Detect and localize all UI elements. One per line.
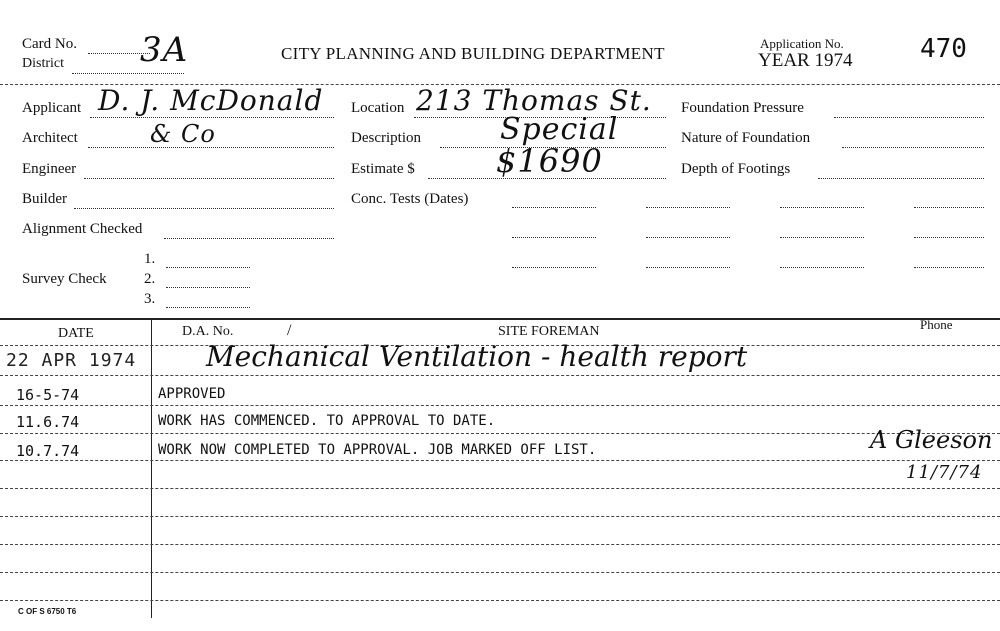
conc-date-blank bbox=[914, 266, 984, 268]
survey-item-1: 1. bbox=[144, 251, 156, 267]
table-rule bbox=[0, 600, 1000, 601]
conc-date-blank bbox=[512, 206, 596, 208]
foundation-pressure-line bbox=[834, 116, 984, 118]
conc-date-blank bbox=[646, 266, 730, 268]
table-rule bbox=[0, 375, 1000, 376]
conc-date-blank bbox=[512, 236, 596, 238]
depth-of-footings-line bbox=[818, 177, 984, 179]
alignment-label: Alignment Checked bbox=[22, 221, 143, 237]
location-label: Location bbox=[351, 100, 405, 116]
estimate-value: $1690 bbox=[496, 142, 603, 180]
department-title: CITY PLANNING AND BUILDING DEPARTMENT bbox=[281, 44, 665, 63]
location-value: 213 Thomas St. bbox=[416, 84, 652, 117]
architect-label: Architect bbox=[22, 130, 78, 146]
card-no-value: 3A bbox=[140, 30, 189, 70]
date-header: DATE bbox=[58, 326, 94, 341]
conc-date-blank bbox=[646, 206, 730, 208]
district-label: District bbox=[22, 56, 64, 71]
conc-date-blank bbox=[914, 236, 984, 238]
year-label: YEAR 1974 bbox=[758, 50, 853, 71]
survey-line-1 bbox=[166, 266, 250, 268]
engineer-line bbox=[84, 177, 334, 179]
table-row-date: 22 APR 1974 bbox=[6, 350, 137, 371]
table-row-text: Mechanical Ventilation - health report bbox=[206, 340, 748, 373]
conc-date-blank bbox=[512, 266, 596, 268]
application-number: 470 bbox=[920, 34, 967, 64]
signature-date: 11/7/74 bbox=[906, 462, 983, 483]
conc-date-blank bbox=[914, 206, 984, 208]
table-row-date: 11.6.74 bbox=[16, 413, 80, 431]
survey-item-2: 2. bbox=[144, 271, 156, 287]
nature-of-foundation-line bbox=[842, 146, 984, 148]
form-code: C OF S 6750 T6 bbox=[18, 607, 77, 616]
survey-line-2 bbox=[166, 286, 250, 288]
table-row-text: WORK HAS COMMENCED. TO APPROVAL TO DATE. bbox=[158, 413, 496, 429]
table-rule bbox=[0, 572, 1000, 573]
alignment-line bbox=[164, 237, 334, 239]
slash-mark: / bbox=[287, 322, 292, 339]
table-row-text: APPROVED bbox=[158, 386, 226, 402]
builder-label: Builder bbox=[22, 191, 67, 207]
da-no-header: D.A. No. bbox=[182, 324, 234, 339]
table-top-border bbox=[0, 318, 1000, 320]
date-column-divider bbox=[151, 320, 152, 618]
applicant-value: D. J. McDonald bbox=[98, 84, 324, 117]
table-row-text: WORK NOW COMPLETED TO APPROVAL. JOB MARKED OFF LIST. bbox=[158, 442, 597, 458]
district-line bbox=[72, 72, 184, 74]
description-label: Description bbox=[351, 130, 421, 146]
builder-line bbox=[74, 207, 334, 209]
conc-date-blank bbox=[780, 266, 864, 268]
table-rule bbox=[0, 433, 1000, 434]
survey-item-3: 3. bbox=[144, 291, 156, 307]
table-row-date: 16-5-74 bbox=[16, 386, 80, 404]
applicant-label: Applicant bbox=[22, 100, 82, 116]
engineer-label: Engineer bbox=[22, 161, 77, 177]
nature-of-foundation-label: Nature of Foundation bbox=[681, 130, 811, 146]
table-rule bbox=[0, 405, 1000, 406]
architect-value: & Co bbox=[150, 120, 216, 148]
depth-of-footings-label: Depth of Footings bbox=[681, 161, 791, 177]
table-rule bbox=[0, 460, 1000, 461]
table-rule bbox=[0, 544, 1000, 545]
survey-label: Survey Check bbox=[22, 271, 107, 287]
table-rule bbox=[0, 516, 1000, 517]
estimate-label: Estimate $ bbox=[351, 161, 415, 177]
conc-tests-label: Conc. Tests (Dates) bbox=[351, 191, 469, 207]
description-value: Special bbox=[500, 112, 619, 147]
conc-date-blank bbox=[646, 236, 730, 238]
site-foreman-header: SITE FOREMAN bbox=[498, 324, 600, 339]
survey-line-3 bbox=[166, 306, 250, 308]
conc-date-blank bbox=[780, 206, 864, 208]
phone-header: Phone bbox=[920, 317, 953, 332]
application-label: Application No. bbox=[760, 36, 844, 51]
table-row-date: 10.7.74 bbox=[16, 442, 80, 460]
table-rule bbox=[0, 488, 1000, 489]
conc-date-blank bbox=[780, 236, 864, 238]
foreman-signature: A Gleeson bbox=[870, 426, 993, 454]
foundation-pressure-label: Foundation Pressure bbox=[681, 100, 804, 116]
card-no-label: Card No. bbox=[22, 36, 77, 52]
